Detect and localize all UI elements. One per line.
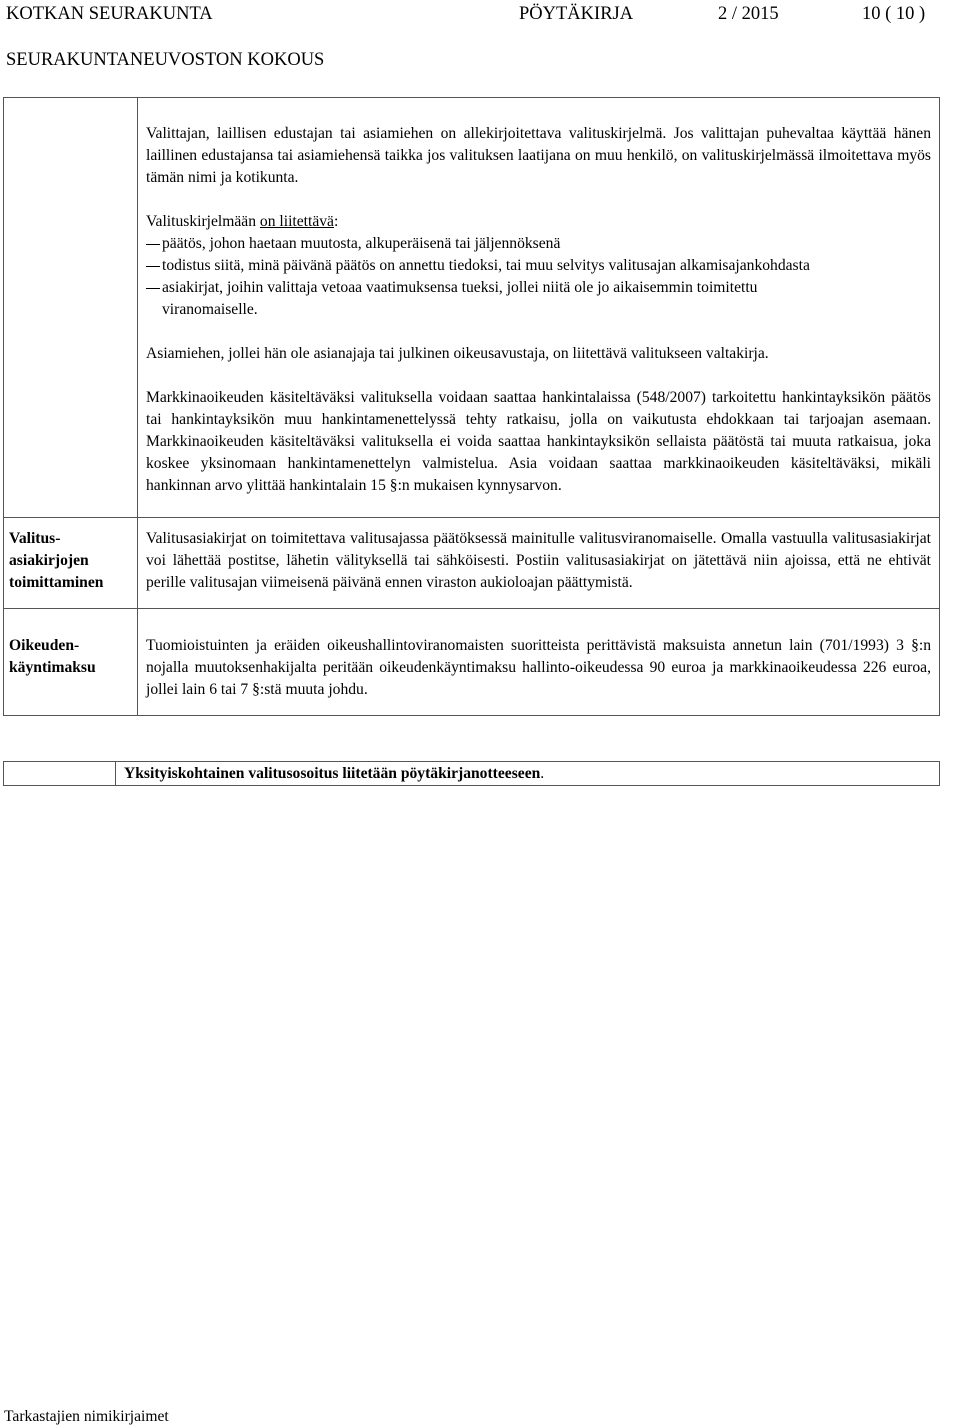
- page-number: 10 ( 10 ): [862, 4, 926, 24]
- section-label: Valitus- asiakirjojen toimittaminen: [4, 518, 138, 609]
- section-text: Valitusasiakirjat on toimitettava valitusajassa päätöksessä mainitulle valitusviranomaiselle. Omalla vastuulla valitusasiakirjat voi lähettää postitse, lähetin välityksellä tai sähköisesti. Postiin valitusasiakirjat on jätettävä niin ajoissa, että ne ehtivät perille valitusajan viimeisenä päivänä ennen viraston aukioloajan päättymistä.: [138, 518, 940, 609]
- intro-text-cell: [138, 98, 940, 518]
- note-text: Yksityiskohtainen valitusosoitus liitetään pöytäkirjanotteeseen.: [116, 762, 940, 786]
- attachment-item: asiakirjat, joihin valittaja vetoaa vaatimuksensa tueksi, jollei niitä ole jo aikaisemmin toimitettu: [146, 277, 931, 299]
- section-row: [4, 518, 940, 609]
- reviewer-initials-label: Tarkastajien nimikirjaimet: [4, 1408, 169, 1425]
- organization-name: KOTKAN SEURAKUNTA: [6, 4, 213, 24]
- attachments-heading: Valituskirjelmään on liitettävä:: [146, 213, 339, 230]
- signature-paragraph: Valittajan, laillisen edustajan tai asiamiehen on allekirjoitettava valituskirjelmä. Jos valittajan puhevaltaa käyttää hänen laillinen edustajansa tai asiamiehensä taikka jos valituksen laatijana on muu henkilö, on valituskirjelmässä ilmoitettava myös tämän nimi ja kotikunta.: [146, 125, 931, 186]
- attachment-item: päätös, johon haetaan muutosta, alkuperäisenä tai jäljennöksenä: [146, 233, 931, 255]
- attachment-item: todistus siitä, minä päivänä päätös on annettu tiedoksi, tai muu selvitys valitusajan alkamisajankohdasta: [146, 255, 931, 277]
- attachment-item-continuation: viranomaiselle.: [162, 301, 258, 318]
- agent-paragraph: Asiamiehen, jollei hän ole asianajaja tai julkinen oikeusavustaja, on liitettävä valitukseen valtakirja.: [146, 345, 769, 362]
- detailed-instructions-note: [3, 761, 940, 786]
- section-text: Tuomioistuinten ja eräiden oikeushallintoviranomaisten suoritteista perittävistä maksuista annetun lain (701/1993) 3 §:n nojalla muutoksenhakijalta peritään oikeudenkäyntimaksu hallinto-oikeudessa 90 euroa ja markkinaoikeudessa 226 euroa, jollei lain 6 tai 7 §:stä muuta johdu.: [138, 609, 940, 716]
- intro-label-cell: [4, 98, 138, 518]
- section-row: [4, 609, 940, 716]
- issue-number: 2 / 2015: [718, 4, 779, 24]
- page-header: [6, 2, 948, 26]
- appeal-instructions-table: [3, 97, 940, 716]
- meeting-title: SEURAKUNTANEUVOSTON KOKOUS: [6, 50, 325, 70]
- section-label: Oikeuden- käyntimaksu: [4, 609, 138, 716]
- market-court-paragraph: Markkinaoikeuden käsiteltäväksi valituksella voidaan saattaa hankintalaissa (548/2007) tarkoitettu hankintayksikön päätös tai hankintayksikön muu hankintamenettelyssä tehty ratkaisu, jolla on vaikutusta ehdokkaan tai tarjoajan asemaan. Markkinaoikeuden käsiteltäväksi valituksella ei voida saattaa hankintayksikön sellaista päätöstä tai muuta ratkaisua, joka koskee yksinomaan hankintamenettelyn valmistelua. Asia voidaan saattaa markkinaoikeuden käsiteltäväksi, mikäli hankinnan arvo ylittää hankintalain 15 §:n mukaisen kynnysarvon.: [146, 389, 931, 494]
- document-type: PÖYTÄKIRJA: [519, 4, 634, 24]
- intro-row: [4, 98, 940, 518]
